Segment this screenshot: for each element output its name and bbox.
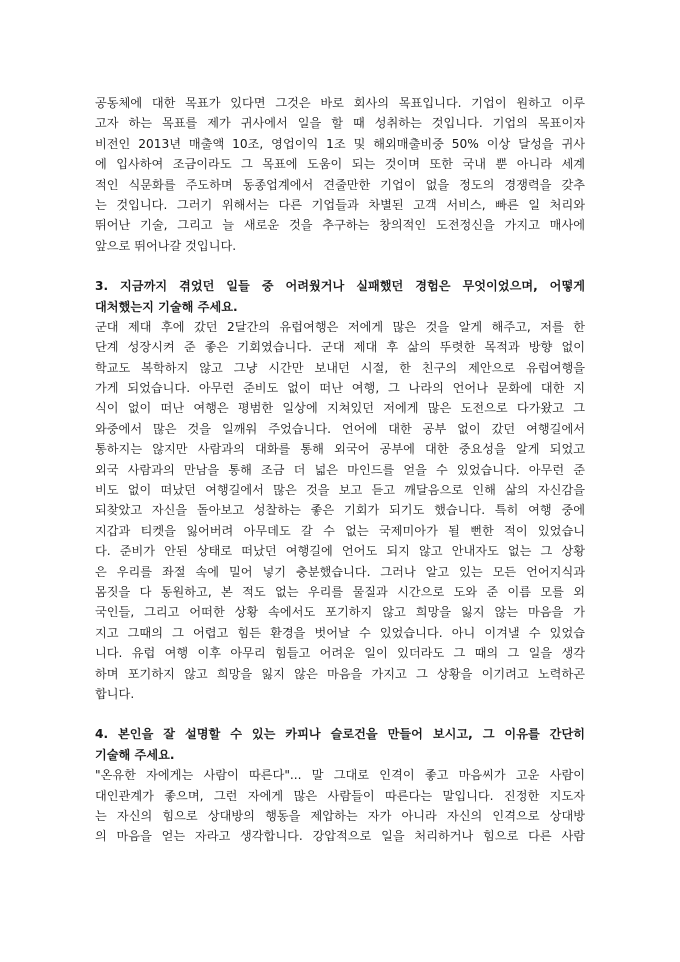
section-spacer [95,256,585,276]
text-line: 는 자신의 힘으로 상대방의 행동을 제압하는 자가 아니라 자신의 인격으로 상대방 [95,808,585,823]
question-3-heading [95,276,585,317]
heading-line: 기술해 주세요. [95,747,175,762]
text-line: 학교도 복학하지 않고 그냥 시간만 보내던 시절, 한 친구의 제안으로 유럽여행을 [95,360,585,375]
text-line: 비도 없이 떠났던 여행길에서 많은 것을 보고 듣고 깨달음으로 인해 삶의 자신감을 [95,483,585,498]
text-line: 대인관계가 좋으며, 그런 자에게 많은 사람들이 따른다는 말입니다. 진정한 지도자 [95,788,585,803]
question-3-answer [95,317,585,704]
document-page [95,93,585,847]
heading-line: 4. 본인을 잘 설명할 수 있는 카피나 슬로건을 만들어 보시고, 그 이유를 간단히 [95,727,585,742]
text-line: 은 우리를 좌절 속에 밀어 넣기 충분했습니다. 그러나 알고 있는 모든 언어지식과 [95,564,585,579]
heading-line: 대처했는지 기술해 주세요. [95,299,238,314]
text-line: 다. 준비가 안된 상태로 떠났던 여행길에 언어도 되지 않고 안내자도 없는 그 상황 [95,544,585,559]
text-line: 지고 그때의 그 어렵고 힘든 환경을 벗어날 수 있었습니다. 아니 이겨낼 수 있었습 [95,625,585,640]
section-spacer [95,704,585,724]
text-line: 적인 식문화를 주도하며 동종업계에서 견줄만한 기업이 없을 정도의 경쟁력을 갖추 [95,177,585,192]
text-line: 지갑과 티켓을 잃어버려 아무데도 갈 수 없는 국제미아가 될 뻔한 적이 있었습니 [95,523,585,538]
text-line: 니다. 유럽 여행 이후 아무리 힘들고 어려운 일이 있더라도 그 때의 그 일을 생각 [95,646,585,661]
text-line: 단계 성장시켜 준 좋은 기회였습니다. 군대 제대 후 삶의 뚜렷한 목적과 방향 없이 [95,340,585,355]
text-line: 고자 하는 목표를 제가 귀사에서 일을 할 때 성취하는 것입니다. 기업의 목표이자 [95,116,585,131]
text-line: 앞으로 뛰어나갈 것입니다. [95,238,237,253]
text-line: 는 것입니다. 그러기 위해서는 다른 기업들과 차별된 고객 서비스, 빠른 일 처리와 [95,197,585,212]
text-line: 와중에서 많은 것을 일깨워 주었습니다. 언어에 대한 공부 없이 갔던 여행길에서 [95,421,585,436]
text-line: 에 입사하여 조금이라도 그 목표에 도움이 되는 것이며 또한 국내 뿐 아니라 세계 [95,157,585,172]
text-line: 외국 사람과의 만남을 통해 조금 더 넓은 마인드를 얻을 수 있었습니다. 아무런 준 [95,462,585,477]
text-line: 비전인 2013년 매출액 10조, 영업이익 1조 및 해외매출비중 50% 이상 달성을 귀사 [95,136,585,151]
text-line: 의 마음을 얻는 자라고 생각합니다. 강압적으로 일을 처리하거나 힘으로 다른 사람 [95,829,585,844]
intro-paragraph [95,93,585,256]
text-line: 공동체에 대한 목표가 있다면 그것은 바로 회사의 목표입니다. 기업이 원하고 이루 [95,96,585,110]
text-line: 통하지는 않지만 사람과의 대화를 통해 외국어 공부에 대한 중요성을 알게 되었고 [95,442,585,457]
text-line: 되찾았고 자신을 돌아보고 성찰하는 좋은 기회가 되기도 했습니다. 특히 여행 중에 [95,503,585,518]
text-line: 몸짓을 다 동원하고, 본 적도 없는 우리를 물질과 시간으로 도와 준 이름 모를 외 [95,584,585,599]
text-line: "온유한 자에게는 사람이 따른다"... 말 그대로 인격이 좋고 마음씨가 고운 사람이 [95,768,585,783]
text-line: 국인들, 그리고 어떠한 상황 속에서도 포기하지 않고 희망을 잃지 않는 마음을 가 [95,605,585,620]
text-line: 하며 포기하지 않고 희망을 잃지 않은 마음을 가지고 그 상황을 이기려고 노력하곤 [95,666,585,681]
question-4-answer [95,765,585,847]
text-line: 뛰어난 기술, 그리고 늘 새로운 것을 추구하는 창의적인 도전정신을 가지고 매사에 [95,218,585,233]
text-line: 가게 되었습니다. 아무런 준비도 없이 떠난 여행, 그 나라의 언어나 문화에 대한 지 [95,381,585,396]
heading-line: 3. 지금까지 겪었던 일들 중 어려웠거나 실패했던 경험은 무엇이었으며, 어떻게 [95,279,585,294]
question-4-heading [95,724,585,765]
text-line: 식이 없이 떠난 여행은 평범한 일상에 지쳐있던 저에게 많은 도전으로 다가왔고 그 [95,401,585,416]
text-line: 합니다. [95,686,135,701]
text-line: 군대 제대 후에 갔던 2달간의 유럽여행은 저에게 많은 것을 알게 해주고, 저를 한 [95,319,585,334]
